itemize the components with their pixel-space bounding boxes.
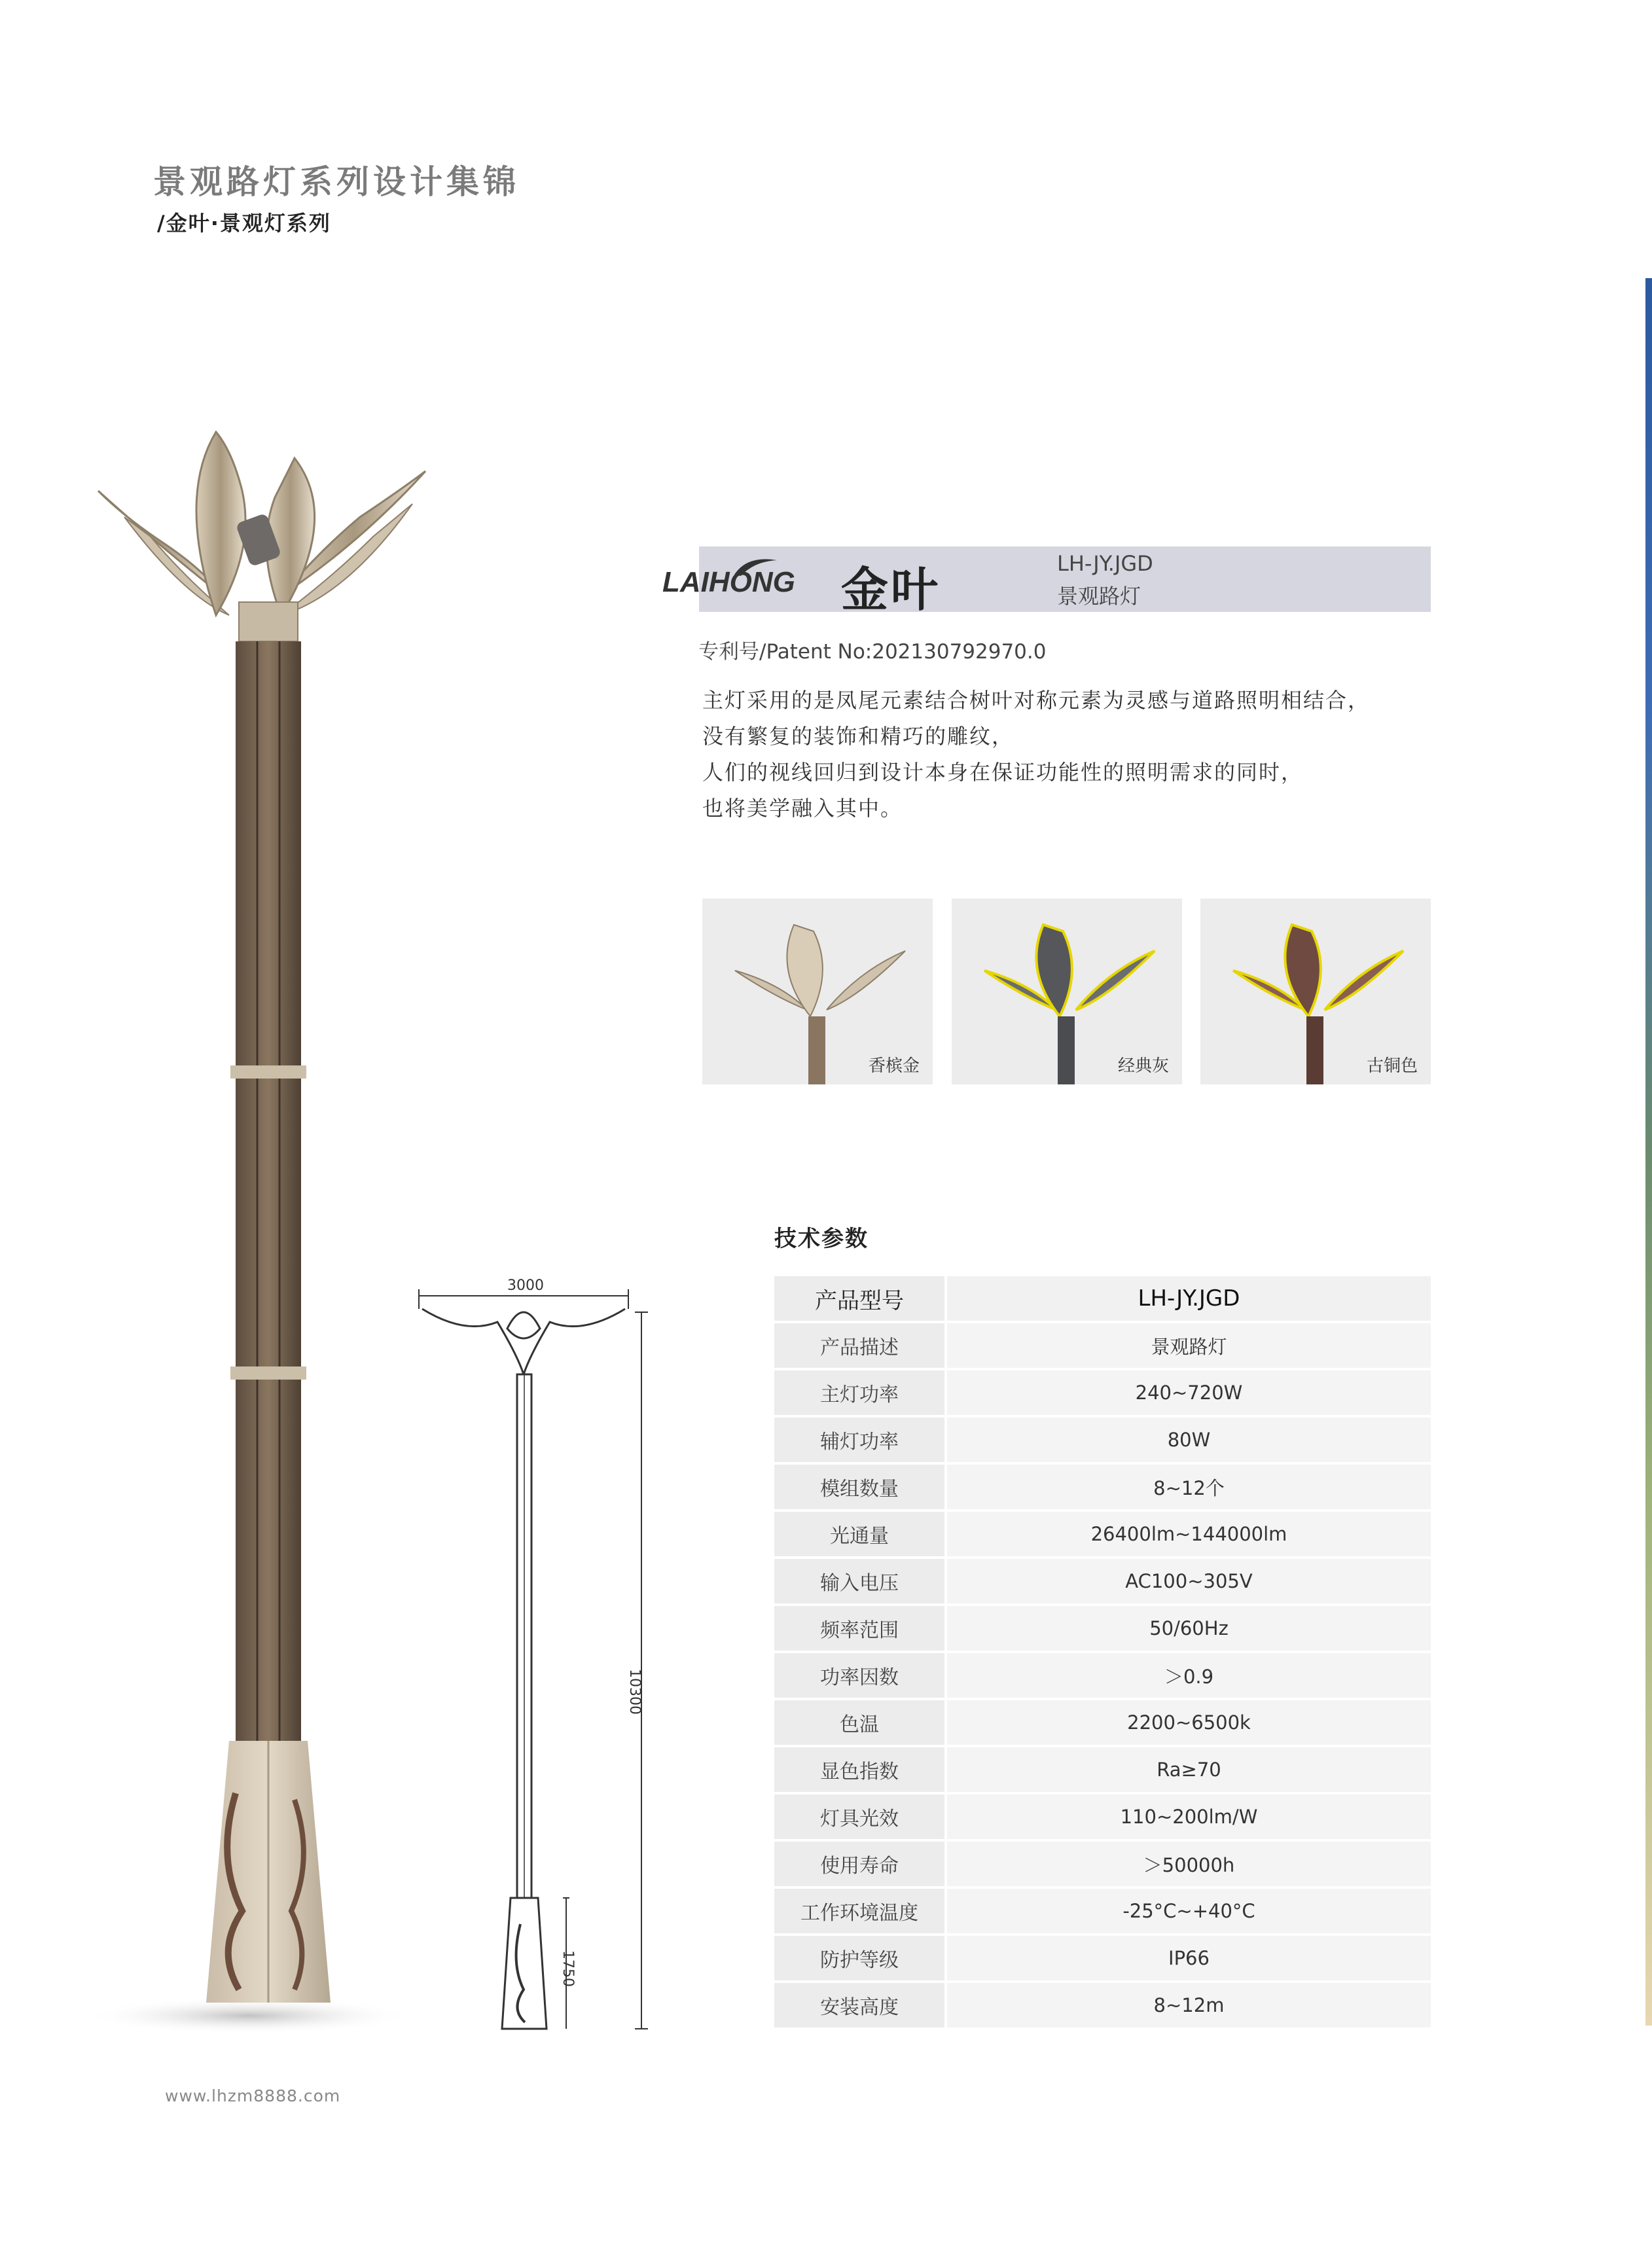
model-code: LH-JY.JGD — [1057, 551, 1153, 576]
spec-value: -25°C~+40°C — [947, 1889, 1431, 1933]
spec-value: LH-JY.JGD — [947, 1276, 1431, 1321]
color-option-gray — [952, 899, 1182, 1084]
spec-key: 显色指数 — [774, 1747, 944, 1792]
spec-value: 8~12m — [947, 1983, 1431, 2027]
spec-key: 产品描述 — [774, 1323, 944, 1368]
spec-key: 功率因数 — [774, 1653, 944, 1698]
spec-heading: 技术参数 — [774, 1226, 869, 1252]
brand-text: LAIHONG — [662, 566, 795, 598]
technical-drawing — [412, 1270, 674, 2042]
spec-key: 防护等级 — [774, 1936, 944, 1980]
spec-value: AC100~305V — [947, 1559, 1431, 1603]
spec-row — [774, 1700, 1431, 1745]
page-subtitle: /金叶·景观灯系列 — [157, 211, 331, 236]
spec-value: ＞0.9 — [947, 1653, 1431, 1698]
spec-row — [774, 1512, 1431, 1556]
swatch-label: 香槟金 — [868, 1056, 920, 1076]
spec-table — [774, 1276, 1431, 2030]
spec-key: 输入电压 — [774, 1559, 944, 1603]
spec-value: 50/60Hz — [947, 1606, 1431, 1651]
spec-key: 灯具光效 — [774, 1795, 944, 1839]
description-line: 没有繁复的装饰和精巧的雕纹， — [702, 724, 1015, 749]
spec-key: 模组数量 — [774, 1465, 944, 1509]
product-name: 金叶 — [841, 562, 941, 617]
spec-value: 110~200lm/W — [947, 1795, 1431, 1839]
spec-value: 2200~6500k — [947, 1700, 1431, 1745]
spec-key: 频率范围 — [774, 1606, 944, 1651]
model-description: 景观路灯 — [1057, 584, 1141, 609]
swatch-label: 古铜色 — [1366, 1056, 1418, 1076]
spec-row — [774, 1606, 1431, 1651]
edge-photo-strip — [1645, 278, 1652, 2026]
spec-row — [774, 1983, 1431, 2027]
spec-row — [774, 1747, 1431, 1792]
spec-row — [774, 1889, 1431, 1933]
width-dimension: 3000 — [507, 1277, 544, 1294]
spec-row — [774, 1795, 1431, 1839]
spec-row — [774, 1465, 1431, 1509]
website-link[interactable]: www.lhzm8888.com — [165, 2086, 341, 2105]
spec-row — [774, 1653, 1431, 1698]
description-line: 也将美学融入其中。 — [702, 796, 903, 821]
spec-row — [774, 1418, 1431, 1462]
patent-number: 专利号/Patent No:202130792970.0 — [698, 640, 1047, 664]
spec-value: ＞50000h — [947, 1842, 1431, 1886]
spec-value: 景观路灯 — [947, 1323, 1431, 1368]
spec-key: 辅灯功率 — [774, 1418, 944, 1462]
color-option-bronze — [1200, 899, 1431, 1084]
description-line: 人们的视线回归到设计本身在保证功能性的照明需求的同时， — [702, 760, 1304, 785]
page-title: 景观路灯系列设计集锦 — [153, 163, 520, 201]
spec-row — [774, 1276, 1431, 1321]
spec-row — [774, 1936, 1431, 1980]
spec-key: 主灯功率 — [774, 1370, 944, 1415]
spec-row — [774, 1842, 1431, 1886]
spec-row — [774, 1370, 1431, 1415]
spec-key: 安装高度 — [774, 1983, 944, 2027]
spec-key: 色温 — [774, 1700, 944, 1745]
spec-row — [774, 1323, 1431, 1368]
spec-value: 8~12个 — [947, 1465, 1431, 1509]
description-line: 主灯采用的是凤尾元素结合树叶对称元素为灵感与道路照明相结合， — [702, 688, 1371, 713]
product-render — [85, 419, 452, 2042]
spec-key: 光通量 — [774, 1512, 944, 1556]
spec-value: 80W — [947, 1418, 1431, 1462]
spec-row — [774, 1559, 1431, 1603]
spec-key: 使用寿命 — [774, 1842, 944, 1886]
swatch-label: 经典灰 — [1117, 1056, 1169, 1076]
spec-key: 产品型号 — [774, 1276, 944, 1321]
spec-key: 工作环境温度 — [774, 1889, 944, 1933]
color-option-champagne — [702, 899, 933, 1084]
brand-logo — [662, 555, 813, 601]
base-dimension: 1750 — [560, 1950, 576, 1987]
spec-value: IP66 — [947, 1936, 1431, 1980]
spec-value: 26400lm~144000lm — [947, 1512, 1431, 1556]
spec-value: 240~720W — [947, 1370, 1431, 1415]
spec-value: Ra≥70 — [947, 1747, 1431, 1792]
height-dimension: 10300 — [626, 1669, 643, 1715]
